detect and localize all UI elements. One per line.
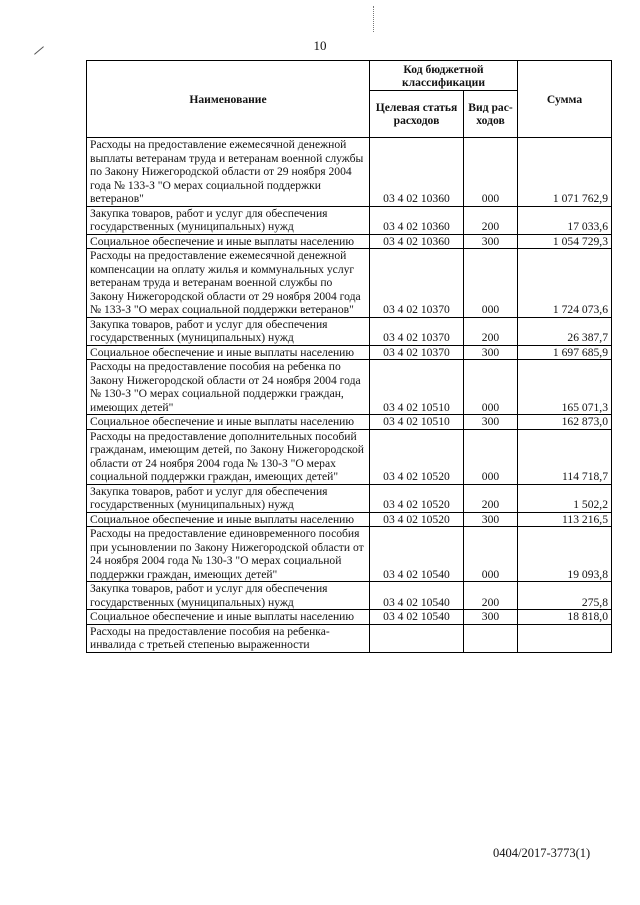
header-expense-type: Вид рас-ходов [464, 91, 518, 138]
row-name-cell: Расходы на предоставление пособия на ребенка-инвалида с третьей степенью выраженности [87, 624, 370, 652]
row-type-cell: 200 [464, 582, 518, 610]
row-sum-cell: 1 697 685,9 [518, 345, 612, 360]
row-code-cell: 03 4 02 10520 [370, 484, 464, 512]
table-row [87, 624, 612, 652]
row-code-cell: 03 4 02 10540 [370, 582, 464, 610]
row-sum-cell: 1 071 762,9 [518, 138, 612, 207]
table-row [87, 512, 612, 527]
table-row [87, 429, 612, 484]
header-code-group: Код бюджетной классификации [370, 61, 518, 91]
document-number: 0404/2017-3773(1) [493, 846, 591, 860]
header-target-article: Целевая статья расходов [370, 91, 464, 138]
table-row [87, 249, 612, 318]
row-code-cell: 03 4 02 10370 [370, 317, 464, 345]
row-type-cell: 000 [464, 138, 518, 207]
row-code-cell [370, 624, 464, 652]
row-code-cell: 03 4 02 10510 [370, 415, 464, 430]
row-name-cell: Социальное обеспечение и иные выплаты населению [87, 415, 370, 430]
row-type-cell [464, 624, 518, 652]
row-type-cell: 300 [464, 610, 518, 625]
row-sum-cell: 165 071,3 [518, 360, 612, 415]
table-row [87, 138, 612, 207]
row-code-cell: 03 4 02 10370 [370, 345, 464, 360]
row-code-cell: 03 4 02 10540 [370, 610, 464, 625]
scan-artifact-dots [373, 6, 376, 32]
row-sum-cell [518, 624, 612, 652]
row-name-cell: Социальное обеспечение и иные выплаты населению [87, 345, 370, 360]
row-sum-cell: 162 873,0 [518, 415, 612, 430]
row-type-cell: 000 [464, 249, 518, 318]
row-sum-cell: 113 216,5 [518, 512, 612, 527]
row-code-cell: 03 4 02 10520 [370, 429, 464, 484]
row-code-cell: 03 4 02 10360 [370, 206, 464, 234]
row-sum-cell: 19 093,8 [518, 527, 612, 582]
row-sum-cell: 114 718,7 [518, 429, 612, 484]
row-name-cell: Закупка товаров, работ и услуг для обеспечения государственных (муниципальных) нужд [87, 484, 370, 512]
header-sum: Сумма [518, 61, 612, 138]
row-name-cell: Закупка товаров, работ и услуг для обеспечения государственных (муниципальных) нужд [87, 206, 370, 234]
row-name-cell: Расходы на предоставление единовременного пособия при усыновлении по Закону Нижегородской области от 24 ноября 2004 года № 130-З "О мерах социальной поддержки граждан, имеющих детей" [87, 527, 370, 582]
row-type-cell: 300 [464, 415, 518, 430]
table-row [87, 582, 612, 610]
row-name-cell: Расходы на предоставление пособия на ребенка по Закону Нижегородской области от 24 ноября 2004 года № 130-З "О мерах социальной поддержки граждан, имеющих детей" [87, 360, 370, 415]
table-body [87, 138, 612, 653]
row-sum-cell: 1 724 073,6 [518, 249, 612, 318]
row-sum-cell: 26 387,7 [518, 317, 612, 345]
header-name: Наименование [87, 61, 370, 138]
row-name-cell: Социальное обеспечение и иные выплаты населению [87, 610, 370, 625]
row-type-cell: 300 [464, 512, 518, 527]
budget-table [86, 60, 612, 653]
row-type-cell: 000 [464, 360, 518, 415]
row-sum-cell: 17 033,6 [518, 206, 612, 234]
row-code-cell: 03 4 02 10370 [370, 249, 464, 318]
page-number: 10 [313, 38, 327, 53]
row-sum-cell: 1 502,2 [518, 484, 612, 512]
row-code-cell: 03 4 02 10510 [370, 360, 464, 415]
row-code-cell: 03 4 02 10540 [370, 527, 464, 582]
row-type-cell: 300 [464, 234, 518, 249]
row-name-cell: Расходы на предоставление дополнительных пособий гражданам, имеющим детей, по Закону Нижегородской области от 24 ноября 2004 года № 130-З "О мерах социальной поддержки граждан, имеющих детей" [87, 429, 370, 484]
row-name-cell: Социальное обеспечение и иные выплаты населению [87, 512, 370, 527]
row-type-cell: 200 [464, 206, 518, 234]
row-name-cell: Закупка товаров, работ и услуг для обеспечения государственных (муниципальных) нужд [87, 317, 370, 345]
row-type-cell: 300 [464, 345, 518, 360]
table-row [87, 415, 612, 430]
row-name-cell: Закупка товаров, работ и услуг для обеспечения государственных (муниципальных) нужд [87, 582, 370, 610]
row-name-cell: Расходы на предоставление ежемесячной денежной компенсации на оплату жилья и коммунальных услуг ветеранам труда и ветеранам военной службы по Закону Нижегородской области от 29 ноября 2004 года № 133-З "О мерах социальной поддержки ветеранов" [87, 249, 370, 318]
row-name-cell: Социальное обеспечение и иные выплаты населению [87, 234, 370, 249]
row-code-cell: 03 4 02 10520 [370, 512, 464, 527]
row-type-cell: 000 [464, 527, 518, 582]
table-row [87, 527, 612, 582]
table-row [87, 360, 612, 415]
row-sum-cell: 275,8 [518, 582, 612, 610]
row-code-cell: 03 4 02 10360 [370, 138, 464, 207]
table-row [87, 484, 612, 512]
table-row [87, 610, 612, 625]
row-name-cell: Расходы на предоставление ежемесячной денежной выплаты ветеранам труда и ветеранам военной службы по Закону Нижегородской области от 29 ноября 2004 года № 133-З "О мерах социальной поддержки ветеранов" [87, 138, 370, 207]
row-sum-cell: 18 818,0 [518, 610, 612, 625]
table-row [87, 317, 612, 345]
row-type-cell: 200 [464, 484, 518, 512]
table-row [87, 234, 612, 249]
row-sum-cell: 1 054 729,3 [518, 234, 612, 249]
row-type-cell: 200 [464, 317, 518, 345]
table-row [87, 345, 612, 360]
row-code-cell: 03 4 02 10360 [370, 234, 464, 249]
table-row [87, 206, 612, 234]
row-type-cell: 000 [464, 429, 518, 484]
